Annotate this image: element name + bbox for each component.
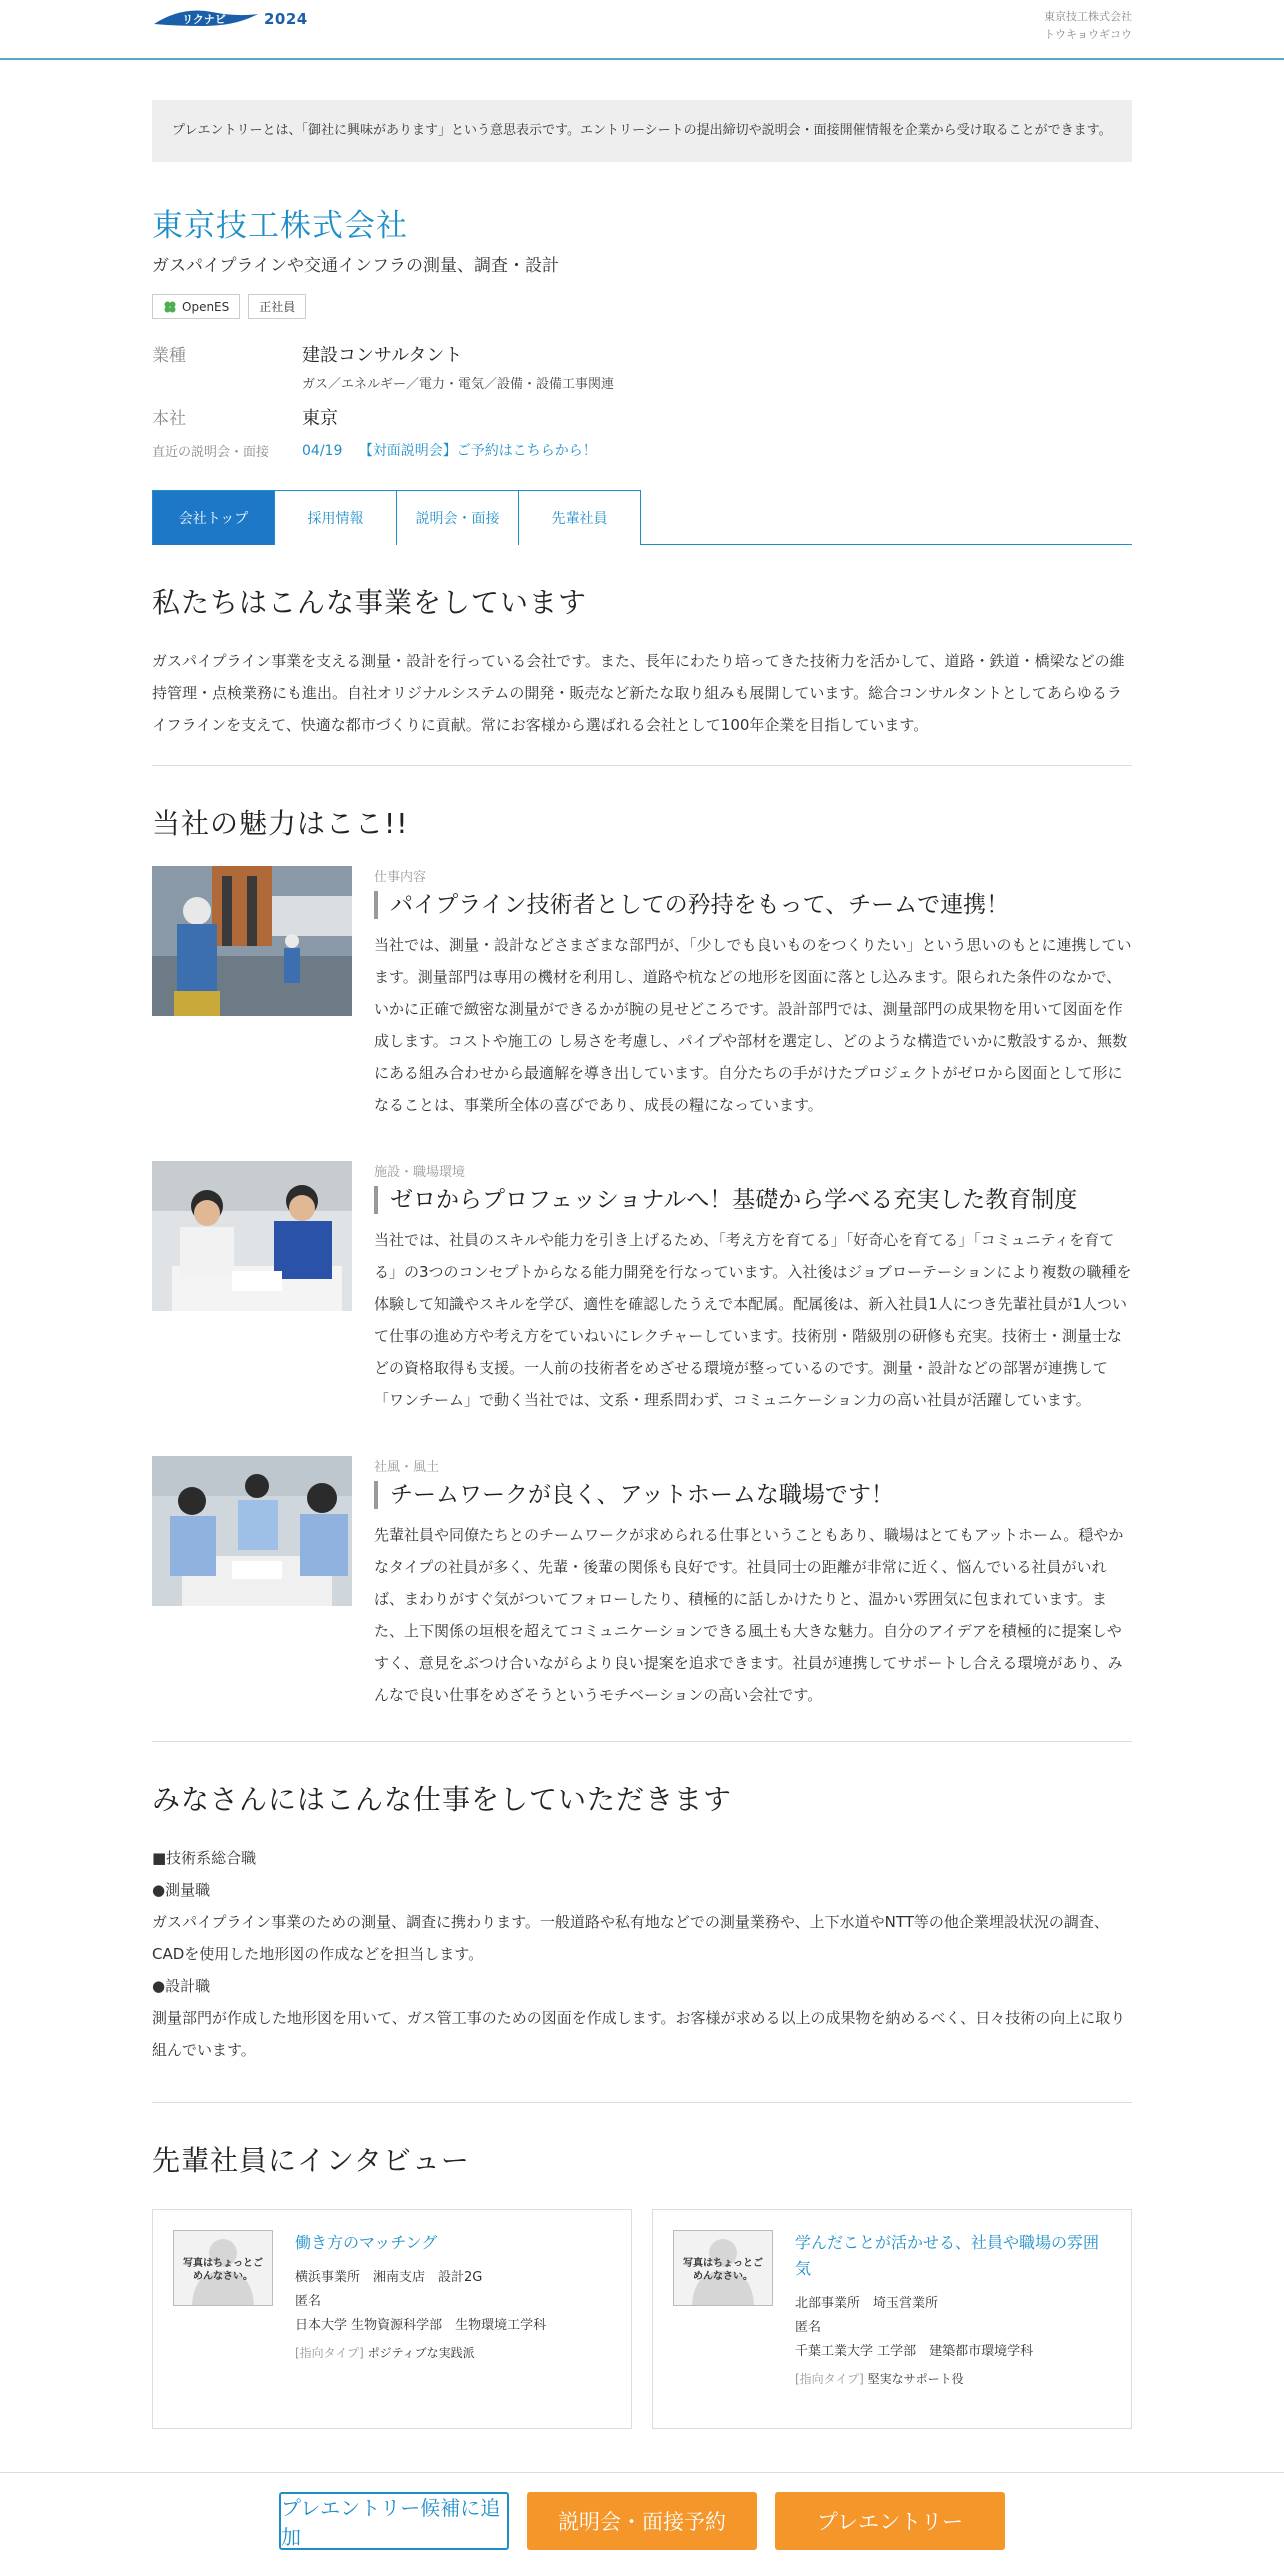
session-link-text: 【対面説明会】ご予約はこちらから！ bbox=[358, 443, 597, 459]
type-label: [指向タイプ] bbox=[795, 2372, 864, 2386]
interview-type bbox=[295, 2344, 611, 2361]
section-divider bbox=[152, 765, 1132, 766]
tag-openes bbox=[152, 294, 240, 319]
type-value: 堅実なサポート役 bbox=[867, 2372, 964, 2386]
team-photo bbox=[152, 1456, 352, 1606]
interview-title[interactable]: 学んだことが活かせる、社員や職場の雰囲気 bbox=[795, 2233, 1100, 2278]
session-label: 直近の説明会・面接 bbox=[152, 444, 270, 460]
type-label: [指向タイプ] bbox=[295, 2346, 364, 2360]
session-date: 04/19 bbox=[302, 443, 343, 459]
appeal-category: 仕事内容 bbox=[374, 870, 427, 885]
info-hq bbox=[152, 404, 1132, 430]
appeal-item-work bbox=[152, 866, 1132, 1121]
rikunabi-logo[interactable] bbox=[152, 6, 308, 32]
jobs-description bbox=[152, 1842, 1132, 2066]
company-tabs bbox=[152, 490, 1132, 545]
jobs-line: ■技術系総合職 bbox=[152, 1849, 257, 1867]
company-tags bbox=[152, 294, 1132, 319]
avatar bbox=[173, 2230, 273, 2306]
industry-sub: ガス／エネルギー／電力・電気／設備・設備工事関連 bbox=[302, 377, 615, 392]
jobs-line: ●設計職 bbox=[152, 1977, 211, 1995]
site-header bbox=[0, 0, 1284, 60]
tag-label: OpenES bbox=[182, 299, 230, 314]
tag-fulltime bbox=[248, 294, 306, 319]
interview-school: 千葉工業大学 工学部 建築都市環境学科 bbox=[795, 2344, 1034, 2359]
session-link[interactable] bbox=[302, 440, 597, 460]
company-info bbox=[152, 341, 1132, 460]
business-heading: 私たちはこんな事業をしています bbox=[152, 586, 588, 619]
clover-icon bbox=[163, 300, 177, 314]
svg-text:リクナビ: リクナビ bbox=[182, 13, 226, 26]
appeal-title: チームワークが良く、アットホームな職場です！ bbox=[374, 1481, 1132, 1509]
interview-name: 匿名 bbox=[295, 2294, 322, 2309]
main-content bbox=[152, 100, 1132, 2429]
interview-type bbox=[795, 2370, 1111, 2387]
tab-sessions[interactable]: 説明会・面接 bbox=[396, 490, 519, 545]
bottom-action-bar bbox=[0, 2472, 1284, 2568]
interview-dept: 横浜事業所 湘南支店 設計2G bbox=[295, 2270, 483, 2285]
avatar-placeholder-text: 写真はちょっとごめんなさい。 bbox=[183, 2258, 263, 2282]
business-text: ガスパイプライン事業を支える測量・設計を行っている会社です。また、長年にわたり培ってきた技術力を活かして、道路・鉄道・橋梁などの維持管理・点検業務にも進出。自社オリジナルシステムの開発・販売など新たな取り組みも展開しています。総合コンサルタントとしてあらゆるライフラインを支えて、快適な都市づくりに貢献。常にお客様から選ばれる会社として100年企業を目指しています。 bbox=[152, 652, 1125, 734]
section-divider bbox=[152, 1741, 1132, 1742]
avatar bbox=[673, 2230, 773, 2306]
appeal-item-environment bbox=[152, 1161, 1132, 1416]
interview-name: 匿名 bbox=[795, 2320, 822, 2335]
appeal-category: 施設・職場環境 bbox=[374, 1165, 466, 1180]
appeal-title: ゼロからプロフェッショナルへ！基礎から学べる充実した教育制度 bbox=[374, 1186, 1132, 1214]
pre-entry-notice: プレエントリーとは、「御社に興味があります」という意思表示です。エントリーシートの提出締切や説明会・面接開催情報を企業から受け取ることができます。 bbox=[152, 100, 1132, 162]
header-company-kana: トウキョウギコウ bbox=[1044, 28, 1132, 41]
work-photo bbox=[152, 866, 352, 1016]
interview-dept: 北部事業所 埼玉営業所 bbox=[795, 2296, 939, 2311]
tab-employees[interactable]: 先輩社員 bbox=[518, 490, 641, 545]
interview-card[interactable] bbox=[152, 2209, 632, 2429]
appeal-text: 当社では、測量・設計などさまざまな部門が、「少しでも良いものをつくりたい」という思いのもとに連携しています。測量部門は専用の機材を利用し、道路や杭などの地形を図面に落とし込みます。限られた条件のなかで、いかに正確で緻密な測量ができるかが腕の見せどころです。設計部門では、測量部門の成果物を用いて図面を作成します。コストや施工の し易さを考慮し、パイプや部材を選定し、どのような構造でいかに敷設するか、無数にある組み合わせから最適解を導き出しています。自分たちの手がけたプロジェクトがゼロから図面として形になることは、事業所全体の喜びであり、成長の糧になっています。 bbox=[374, 936, 1132, 1114]
add-pre-entry-candidate-button[interactable]: プレエントリー候補に追加 bbox=[279, 2492, 509, 2550]
avatar-placeholder-text: 写真はちょっとごめんなさい。 bbox=[683, 2258, 763, 2282]
interview-title[interactable]: 働き方のマッチング bbox=[295, 2233, 438, 2252]
header-company-name: 東京技工株式会社 bbox=[1044, 10, 1132, 23]
reserve-session-button[interactable]: 説明会・面接予約 bbox=[527, 2492, 757, 2550]
tab-recruitment[interactable]: 採用情報 bbox=[274, 490, 397, 545]
industry-value: 建設コンサルタント bbox=[302, 345, 463, 366]
jobs-line: 測量部門が作成した地形図を用いて、ガス管工事のための図面を作成します。お客様が求める以上の成果物を納めるべく、日々技術の向上に取り組んでいます。 bbox=[152, 2009, 1126, 2059]
jobs-heading: みなさんにはこんな仕事をしていただきます bbox=[152, 1783, 733, 1816]
info-industry bbox=[152, 341, 1132, 392]
appeal-category: 社風・風土 bbox=[374, 1460, 440, 1475]
appeal-item-culture bbox=[152, 1456, 1132, 1711]
hq-label: 本社 bbox=[152, 409, 186, 429]
tag-label: 正社員 bbox=[259, 300, 296, 314]
appeal-title: パイプライン技術者としての矜持をもって、チームで連携！ bbox=[374, 891, 1132, 919]
tab-company-top[interactable]: 会社トップ bbox=[152, 490, 275, 545]
industry-label: 業種 bbox=[152, 346, 186, 366]
section-divider bbox=[152, 2102, 1132, 2103]
company-subtitle: ガスパイプラインや交通インフラの測量、調査・設計 bbox=[152, 256, 559, 276]
type-value: ポジティブな実践派 bbox=[367, 2346, 475, 2360]
jobs-line: ●測量職 bbox=[152, 1881, 211, 1899]
interview-cards bbox=[152, 2209, 1132, 2429]
rikunabi-logo-icon bbox=[152, 6, 260, 32]
appeal-text: 当社では、社員のスキルや能力を引き上げるため、「考え方を育てる」「好奇心を育てる」「コミュニティを育てる」の3つのコンセプトからなる能力開発を行なっています。入社後はジョブローテーションにより複数の職種を体験して知識やスキルを学び、適性を確認したうえで本配属。配属後は、新入社員1人につき先輩社員が1人ついて仕事の進め方や考え方をていねいにレクチャーしています。技術別・階級別の研修も充実。技術士・測量士などの資格取得も支援。一人前の技術者をめざせる環境が整っているのです。測量・設計などの部署が連携して「ワンチーム」で動く当社では、文系・理系問わず、コミュニケーション力の高い社員が活躍しています。 bbox=[374, 1231, 1132, 1409]
jobs-line: ガスパイプライン事業のための測量、調査に携わります。一般道路や私有地などでの測量業務や、上下水道やNTT等の他企業埋設状況の調査、CADを使用した地形図の作成などを担当します。 bbox=[152, 1913, 1109, 1963]
header-company bbox=[1044, 8, 1132, 44]
info-session bbox=[152, 440, 1132, 460]
pre-entry-button[interactable]: プレエントリー bbox=[775, 2492, 1005, 2550]
appeal-heading: 当社の魅力はここ!! bbox=[152, 807, 409, 840]
company-name: 東京技工株式会社 bbox=[152, 208, 408, 244]
hq-value: 東京 bbox=[302, 408, 338, 429]
logo-year: 2024 bbox=[264, 10, 308, 28]
interview-school: 日本大学 生物資源科学部 生物環境工学科 bbox=[295, 2318, 547, 2333]
interview-heading: 先輩社員にインタビュー bbox=[152, 2144, 470, 2177]
interview-card[interactable] bbox=[652, 2209, 1132, 2429]
appeal-text: 先輩社員や同僚たちとのチームワークが求められる仕事ということもあり、職場はとてもアットホーム。穏やかなタイプの社員が多く、先輩・後輩の関係も良好です。社員同士の距離が非常に近く、悩んでいる社員がいれば、まわりがすぐ気がついてフォローしたり、積極的に話しかけたりと、温かい雰囲気に包まれています。また、上下関係の垣根を超えてコミュニケーションできる風土も大きな魅力。自分のアイデアを積極的に提案しやすく、意見をぶつけ合いながらより良い提案を追求できます。社員が連携してサポートし合える環境があり、みんなで良い仕事をめざそうというモチベーションの高い会社です。 bbox=[374, 1526, 1124, 1704]
training-photo bbox=[152, 1161, 352, 1311]
